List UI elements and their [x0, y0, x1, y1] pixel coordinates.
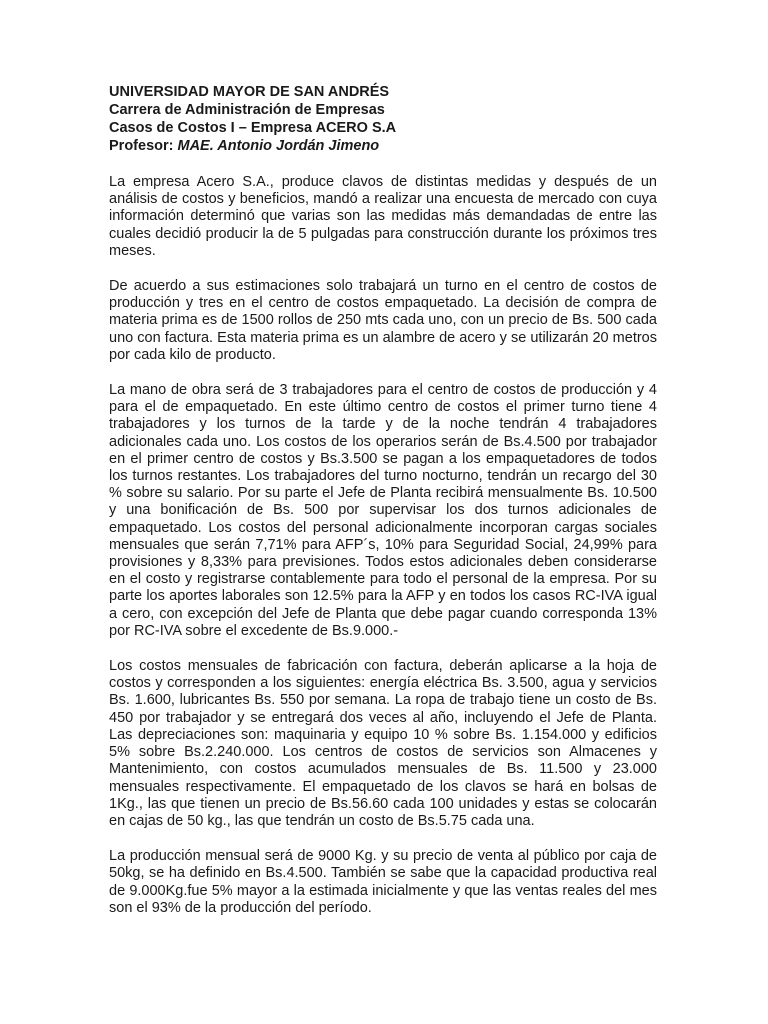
body-paragraph: La empresa Acero S.A., produce clavos de distintas medidas y después de un análisis de costos y beneficios, mandó a realizar una encuesta de mercado con cuya información determinó que varias son las medidas más demandadas de entre las cuales decidió producir la de 5 pulgadas para construcción durante los próximos tres meses.	[109, 174, 657, 259]
course-title: Casos de Costos I – Empresa ACERO S.A	[109, 120, 397, 136]
body-paragraph: De acuerdo a sus estimaciones solo trabajará un turno en el centro de costos de producción y tres en el centro de costos empaquetado. La decisión de compra de materia prima es de 1500 rollos de 250 mts cada uno, con un precio de Bs. 500 cada uno con factura. Esta materia prima es un alambre de acero y se utilizarán 20 metros por cada kilo de producto.	[109, 278, 657, 363]
professor-line	[109, 137, 657, 155]
career-title: Carrera de Administración de Empresas	[109, 102, 385, 118]
document-page	[109, 83, 657, 935]
body-paragraph: Los costos mensuales de fabricación con factura, deberán aplicarse a la hoja de costos y corresponden a los siguientes: energía eléctrica Bs. 3.500, agua y servicios Bs. 1.600, lubricantes Bs. 550 por semana. La ropa de trabajo tiene un costo de Bs. 450 por trabajador y se entregará dos veces al año, incluyendo el Jefe de Planta. Las depreciaciones son: maquinaria y equipo 10 % sobre Bs. 1.154.000 y edificios 5% sobre Bs.2.240.000. Los centros de costos de servicios son Almacenes y Mantenimiento, con costos acumulados mensuales de Bs. 11.500 y 23.000 mensuales respectivamente. El empaquetado de los clavos se hará en bolsas de 1Kg., las que tienen un precio de Bs.56.60 cada 100 unidades y estas se colocarán en cajas de 50 kg., las que tendrán un costo de Bs.5.75 cada una.	[109, 658, 657, 829]
university-title: UNIVERSIDAD MAYOR DE SAN ANDRÉS	[109, 84, 390, 100]
professor-name: MAE. Antonio Jordán Jimeno	[177, 138, 380, 154]
professor-label: Profesor:	[109, 138, 174, 154]
body-paragraph: La producción mensual será de 9000 Kg. y su precio de venta al público por caja de 50kg, se ha definido en Bs.4.500. También se sabe que la capacidad productiva real de 9.000Kg.fue 5% mayor a la estimada inicialmente y que las ventas reales del mes son el 93% de la producción del período.	[109, 848, 657, 916]
document-header	[109, 83, 657, 155]
body-paragraph: La mano de obra será de 3 trabajadores para el centro de costos de producción y 4 para el de empaquetado. En este último centro de costos el primer turno tiene 4 trabajadores y los turnos de la tarde y de la noche tendrán 4 trabajadores adicionales cada uno. Los costos de los operarios serán de Bs.4.500 por trabajador en el primer centro de costos y Bs.3.500 se pagan a los empaquetadores de todos los turnos restantes. Los trabajadores del turno nocturno, tendrán un recargo del 30 % sobre su salario. Por su parte el Jefe de Planta recibirá mensualmente Bs. 10.500 y una bonificación de Bs. 500 por supervisar los dos turnos adicionales de empaquetado. Los costos del personal adicionalmente incorporan cargas sociales mensuales que serán 7,71% para AFP´s, 10% para Seguridad Social, 24,99% para provisiones y 8,33% para previsiones. Todos estos adicionales deben considerarse en el costo y registrarse contablemente para todo el personal de la empresa. Por su parte los aportes laborales son 12.5% para la AFP y en todos los casos RC-IVA igual a cero, con excepción del Jefe de Planta que debe pagar cuando corresponda 13% por RC-IVA sobre el excedente de Bs.9.000.-	[109, 382, 657, 639]
